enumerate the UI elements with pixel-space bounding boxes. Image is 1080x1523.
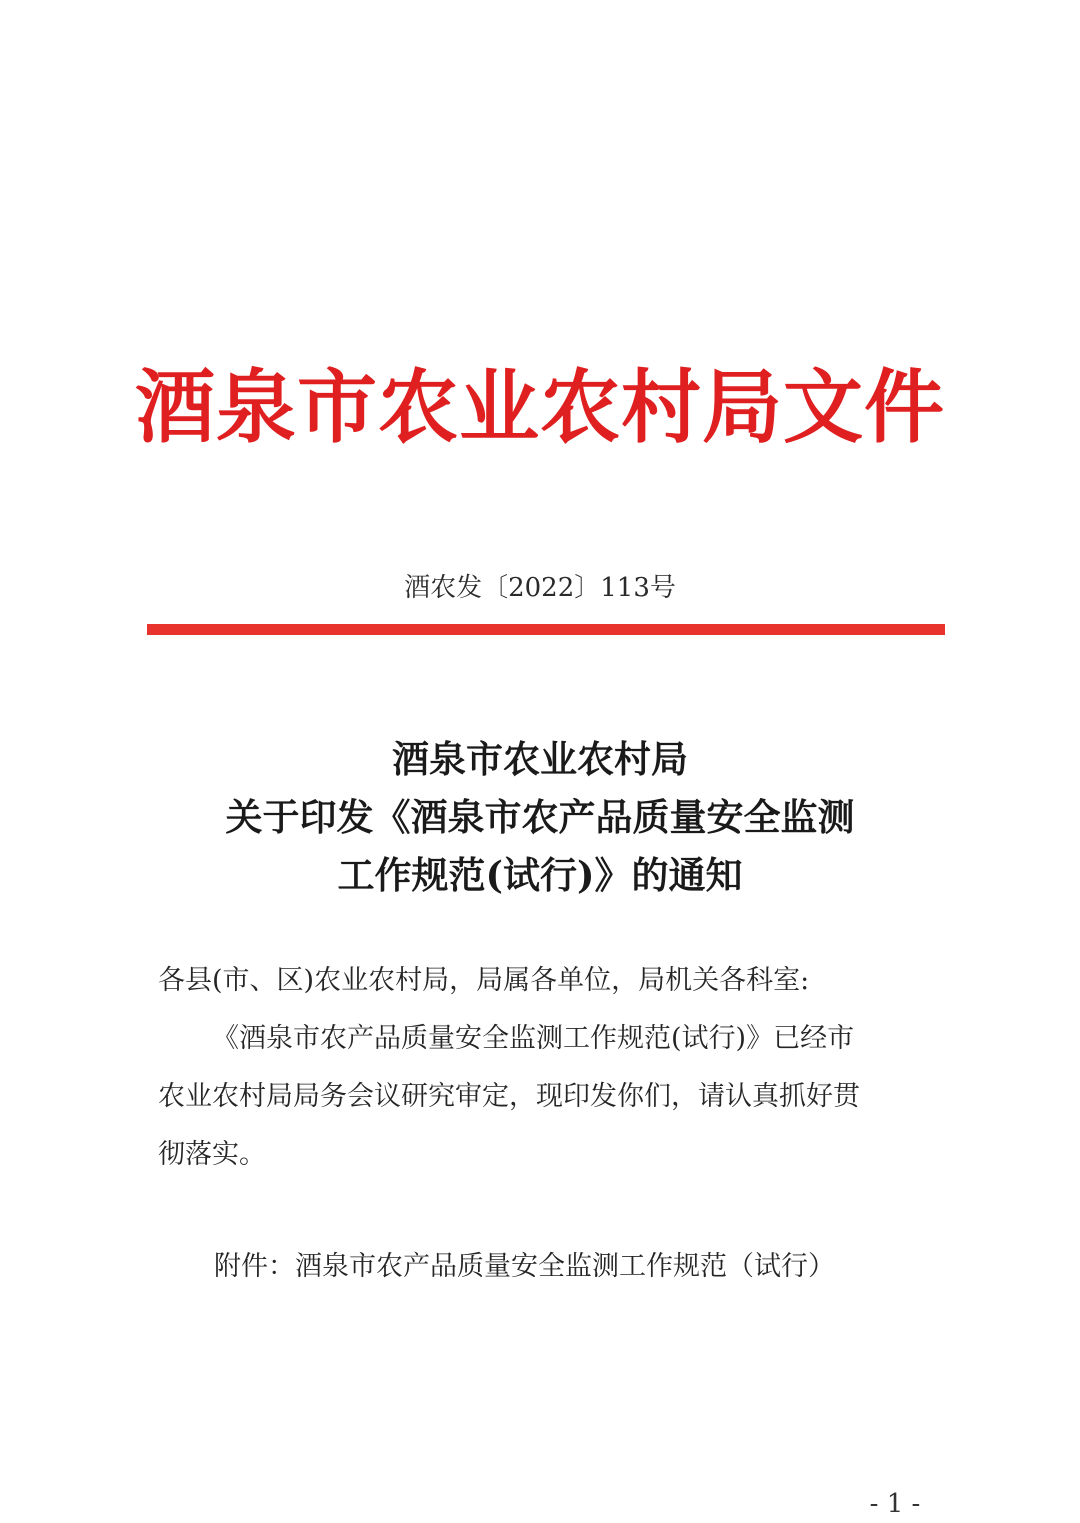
body-paragraph-line: 彻落实。	[158, 1139, 266, 1170]
body-paragraph-line: 《酒泉市农产品质量安全监测工作规范(试行)》已经市	[212, 1023, 855, 1054]
agency-header-title: 酒泉市农业农村局文件	[135, 360, 945, 454]
notice-title	[0, 730, 1080, 904]
notice-title-line: 关于印发《酒泉市农产品质量安全监测	[225, 795, 855, 839]
body-paragraph	[158, 1010, 918, 1184]
attachment-line: 附件：酒泉市农产品质量安全监测工作规范（试行）	[214, 1251, 835, 1282]
body-paragraph-line: 农业农村局局务会议研究审定，现印发你们，请认真抓好贯	[158, 1081, 860, 1112]
notice-title-line: 工作规范(试行)》的通知	[337, 853, 743, 897]
notice-title-line: 酒泉市农业农村局	[392, 737, 688, 781]
salutation: 各县(市、区)农业农村局，局属各单位，局机关各科室:	[158, 965, 810, 996]
page-number: - 1 -	[869, 1489, 921, 1519]
document-number: 酒农发〔2022〕113号	[404, 573, 676, 603]
red-divider-rule	[147, 624, 945, 635]
